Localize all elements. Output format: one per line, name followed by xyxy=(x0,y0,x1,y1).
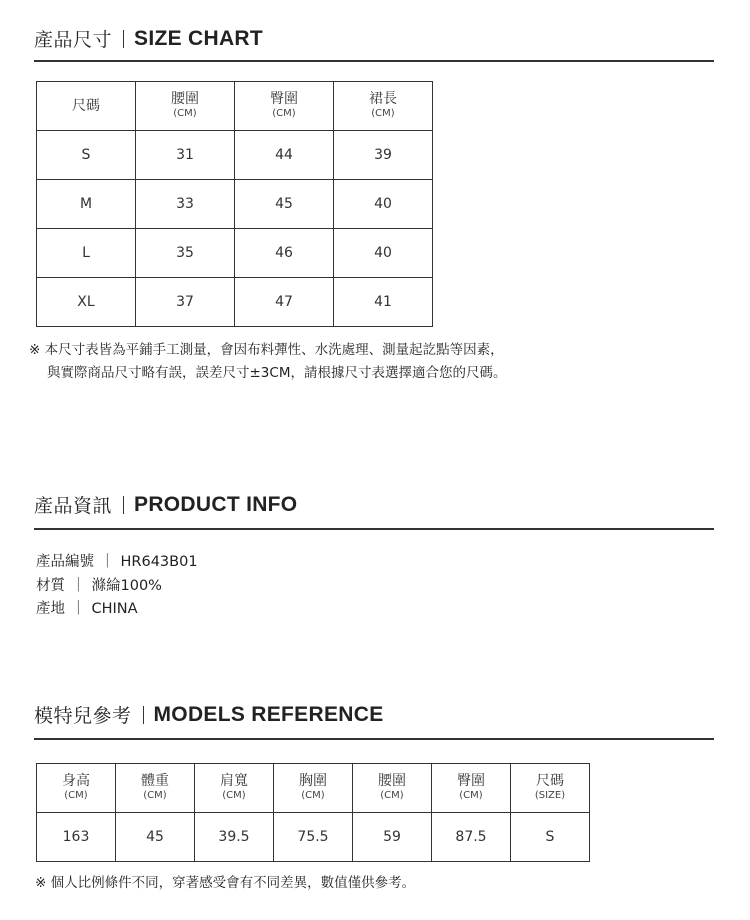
product-info-title-zh: 產品資訊 xyxy=(34,495,113,517)
info-separator: ｜ xyxy=(71,601,86,617)
table-cell: 41 xyxy=(334,278,433,327)
origin-value: CHINA xyxy=(91,601,138,617)
models-rule xyxy=(34,738,714,740)
material-line xyxy=(36,574,162,595)
size-chart-table xyxy=(36,81,433,327)
table-cell: 39.5 xyxy=(195,813,274,862)
models-title xyxy=(34,701,384,728)
table-cell: XL xyxy=(37,278,136,327)
table-row xyxy=(37,813,590,862)
size-header-length: 裙長 (CM) xyxy=(334,82,433,131)
size-header-hip: 臀圍 (CM) xyxy=(235,82,334,131)
table-row xyxy=(37,229,433,278)
info-separator: ｜ xyxy=(100,554,115,570)
models-title-en: MODELS REFERENCE xyxy=(153,702,384,726)
table-cell: S xyxy=(37,131,136,180)
table-cell: 40 xyxy=(334,180,433,229)
product-code-label: 產品編號 xyxy=(36,554,94,570)
table-cell: L xyxy=(37,229,136,278)
material-label: 材質 xyxy=(36,578,65,594)
table-cell: 39 xyxy=(334,131,433,180)
size-chart-header-row xyxy=(37,82,433,131)
table-cell: 40 xyxy=(334,229,433,278)
product-info-rule xyxy=(34,528,714,530)
table-cell: 47 xyxy=(235,278,334,327)
size-chart-title xyxy=(34,25,263,52)
table-cell: 163 xyxy=(37,813,116,862)
table-cell: 59 xyxy=(353,813,432,862)
origin-line xyxy=(36,597,138,618)
title-divider xyxy=(123,496,124,514)
product-code-line xyxy=(36,550,198,571)
table-row xyxy=(37,180,433,229)
model-header-shoulder: 肩寬 (CM) xyxy=(195,764,274,813)
table-cell: 75.5 xyxy=(274,813,353,862)
models-table xyxy=(36,763,590,862)
title-divider xyxy=(123,30,124,48)
title-divider xyxy=(143,706,144,724)
size-chart-note-line-2: 與實際商品尺寸略有誤，誤差尺寸±3CM，請根據尺寸表選擇適合您的尺碼。 xyxy=(47,365,507,381)
info-separator: ｜ xyxy=(71,578,86,594)
model-header-height: 身高 (CM) xyxy=(37,764,116,813)
table-row xyxy=(37,278,433,327)
table-cell: 45 xyxy=(235,180,334,229)
size-chart-rule xyxy=(34,60,714,62)
product-info-title-en: PRODUCT INFO xyxy=(134,492,298,516)
models-title-zh: 模特兒參考 xyxy=(34,705,132,727)
product-info-title xyxy=(34,491,297,518)
table-cell: 45 xyxy=(116,813,195,862)
table-cell: 44 xyxy=(235,131,334,180)
model-header-bust: 胸圍 (CM) xyxy=(274,764,353,813)
table-cell: S xyxy=(511,813,590,862)
table-cell: 37 xyxy=(136,278,235,327)
models-note: ※ 個人比例條件不同，穿著感受會有不同差異，數值僅供參考。 xyxy=(35,875,416,891)
origin-label: 產地 xyxy=(36,601,65,617)
table-row xyxy=(37,131,433,180)
model-header-hip: 臀圍 (CM) xyxy=(432,764,511,813)
model-header-weight: 體重 (CM) xyxy=(116,764,195,813)
size-chart-note-line-1: ※ 本尺寸表皆為平鋪手工測量，會因布料彈性、水洗處理、測量起訖點等因素， xyxy=(29,342,504,358)
table-cell: 35 xyxy=(136,229,235,278)
table-cell: 87.5 xyxy=(432,813,511,862)
size-header-size: 尺碼 xyxy=(37,82,136,131)
size-chart-title-zh: 產品尺寸 xyxy=(34,29,113,51)
size-header-waist: 腰圍 (CM) xyxy=(136,82,235,131)
model-header-size: 尺碼 (SIZE) xyxy=(511,764,590,813)
material-value: 滌綸100% xyxy=(91,578,162,594)
model-header-waist: 腰圍 (CM) xyxy=(353,764,432,813)
models-header-row xyxy=(37,764,590,813)
table-cell: 46 xyxy=(235,229,334,278)
product-code-value: HR643B01 xyxy=(120,554,198,570)
table-cell: M xyxy=(37,180,136,229)
table-cell: 31 xyxy=(136,131,235,180)
table-cell: 33 xyxy=(136,180,235,229)
size-chart-title-en: SIZE CHART xyxy=(134,26,264,50)
